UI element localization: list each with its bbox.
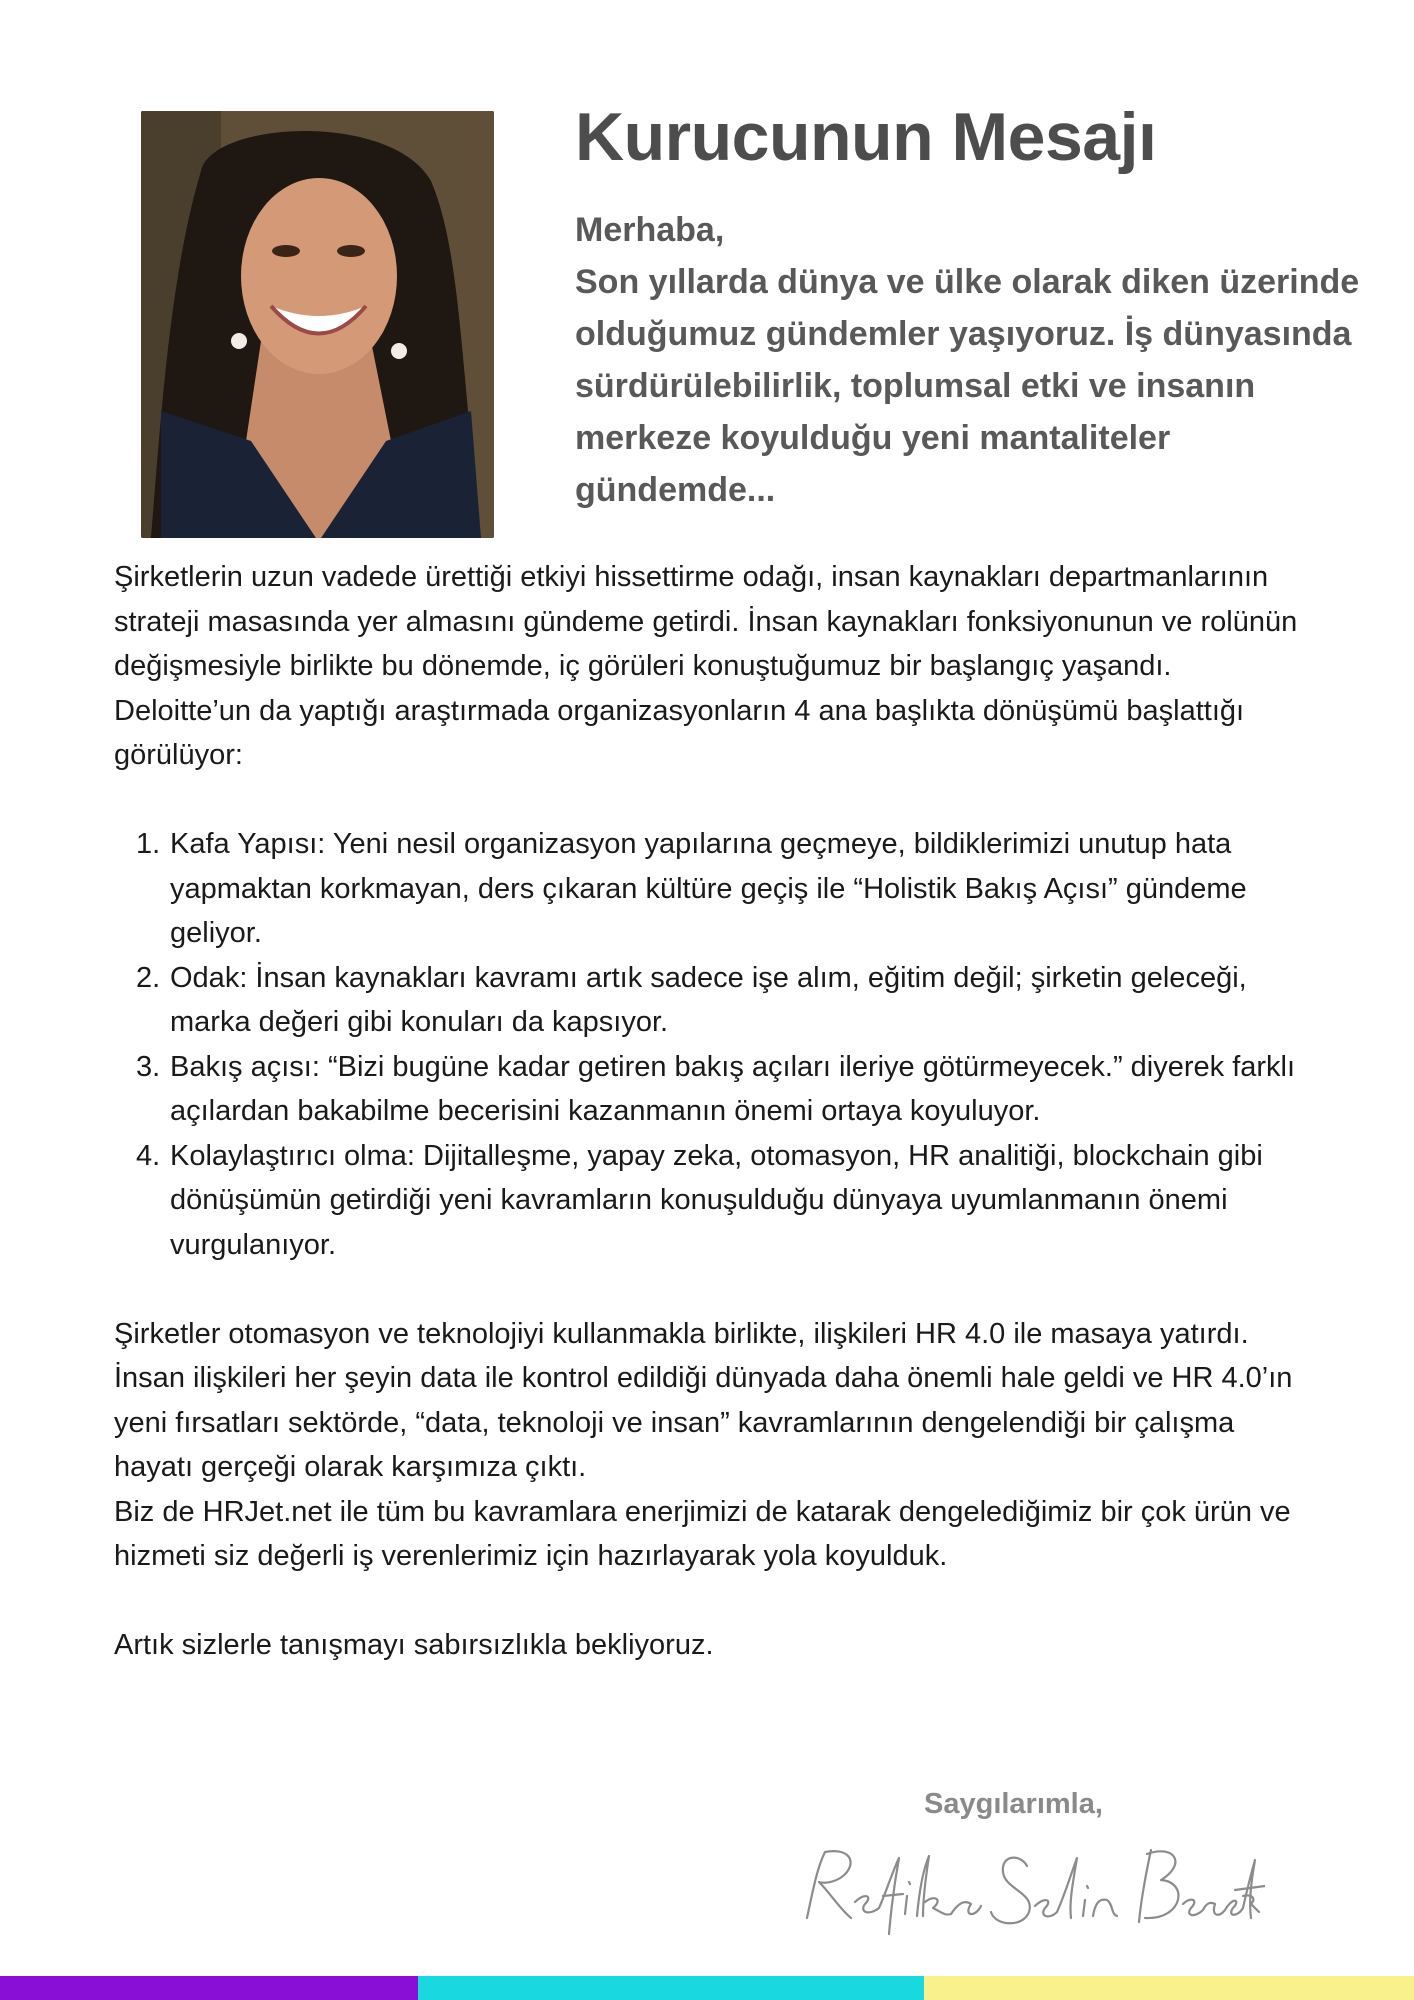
paragraph-4: Biz de HRJet.net ile tüm bu kavramlara enerjimizi de katarak dengelediğimiz bir çok ürün ve hizmeti siz değerli iş verenlerimiz için hazırlayarak yola koyulduk. (114, 1495, 1291, 1572)
handwritten-signature (795, 1830, 1265, 1940)
page-title: Kurucunun Mesajı (575, 99, 1157, 175)
list-item-text: Bakış açısı: “Bizi bugüne kadar getiren bakış açıları ileriye götürmeyecek.” diyerek farklı açılardan bakabilme becerisini kazanmanın önemi ortaya koyuluyor. (170, 1050, 1296, 1127)
list-item-number: 1. (136, 828, 161, 860)
bottom-color-bar (0, 1976, 1414, 2000)
paragraph-1: Şirketlerin uzun vadede ürettiği etkiyi hissettirme odağı, insan kaynakları departmanlarının strateji masasında yer almasını gündeme getirdi. İnsan kaynakları fonksiyonunun ve rolünün değişmesiyle birlikte bu dönemde, iç görüleri konuştuğumuz bir başlangıç yaşandı. (114, 561, 1298, 682)
list-item-number: 3. (136, 1050, 161, 1083)
list-item (114, 822, 1314, 956)
list-item (114, 1045, 1314, 1134)
list-item (114, 956, 1314, 1045)
message-body (114, 555, 1314, 1668)
yellow-segment (924, 1976, 1414, 2000)
paragraph-3: Şirketler otomasyon ve teknolojiyi kullanmakla birlikte, ilişkileri HR 4.0 ile masaya yatırdı. İnsan ilişkileri her şeyin data ile kontrol edildiği dünyada daha önemli hale geldi ve HR 4.0’ın yeni fırsatları sektörde, “data, teknoloji ve insan” kavramlarının dengelendiği bir çalışma hayatı gerçeği olarak karşımıza çıktı. (114, 1317, 1293, 1483)
list-item-text: Kolaylaştırıcı olma: Dijitalleşme, yapay zeka, otomasyon, HR analitiği, blockchain gibi dönüşümün getirdiği yeni kavramların konuşulduğu dünyaya uyumlanmanın önemi vurgulanıyor. (170, 1139, 1263, 1261)
list-item-number: 2. (136, 961, 161, 994)
list-item-text: Odak: İnsan kaynakları kavramı artık sadece işe alım, eğitim değil; şirketin geleceği, marka değeri gibi konuları da kapsıyor. (170, 961, 1247, 1038)
purple-segment (0, 1976, 418, 2000)
list-item-number: 4. (136, 1139, 161, 1172)
greeting: Merhaba, (575, 211, 725, 249)
paragraph-5: Artık sizlerle tanışmayı sabırsızlıkla bekliyoruz. (114, 1629, 714, 1661)
list-item-text: Kafa Yapısı: Yeni nesil organizasyon yapılarına geçmeye, bildiklerimizi unutup hata yapmaktan korkmayan, ders çıkaran kültüre geçiş ile “Holistik Bakış Açısı” gündeme geliyor. (170, 828, 1247, 949)
intro-section (575, 204, 1375, 516)
paragraph-2: Deloitte’un da yaptığı araştırmada organizasyonların 4 ana başlıkta dönüşümü başlattığı görülüyor: (114, 694, 1245, 771)
cyan-segment (418, 1976, 924, 2000)
transformation-list (114, 822, 1314, 1267)
closing-salutation: Saygılarımla, (924, 1788, 1103, 1820)
founder-photo (141, 111, 494, 538)
intro-paragraph: Son yıllarda dünya ve ülke olarak diken üzerinde olduğumuz gündemler yaşıyoruz. İş dünyasında sürdürülebilirlik, toplumsal etki ve insanın merkeze koyulduğu yeni mantaliteler gündemde... (575, 263, 1360, 509)
list-item (114, 1134, 1314, 1268)
